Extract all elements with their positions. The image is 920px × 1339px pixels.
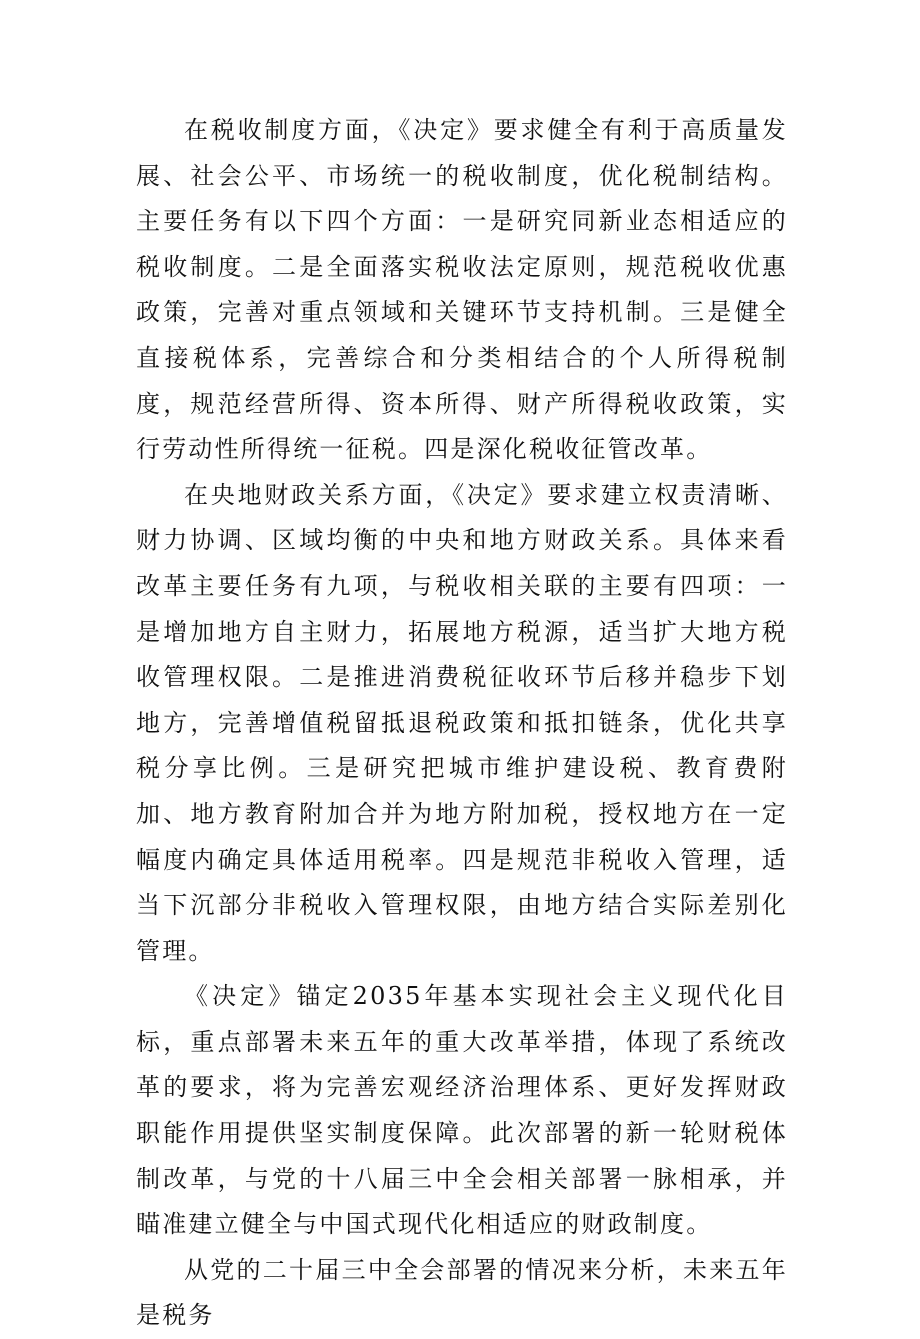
paragraph-analysis: 从党的二十届三中全会部署的情况来分析，未来五年是税务: [136, 1255, 788, 1330]
document-body: [136, 108, 788, 1339]
paragraph-tax-system: 在税收制度方面，《决定》要求健全有利于高质量发展、社会公平、市场统一的税收制度，优化税制结构。主要任务有以下四个方面：一是研究同新业态相适应的税收制度。二是全面落实税收法定原则，规范税收优惠政策，完善对重点领域和关键环节支持机制。三是健全直接税体系，完善综合和分类相结合的个人所得税制度，规范经营所得、资本所得、财产所得税收政策，实行劳动性所得统一征税。四是深化税收征管改革。: [136, 116, 788, 464]
paragraph-decision-2035: 《决定》锚定2035年基本实现社会主义现代化目标，重点部署未来五年的重大改革举措，体现了系统改革的要求，将为完善宏观经济治理体系、更好发挥财政职能作用提供坚实制度保障。此次部署的新一轮财税体制改革，与党的十八届三中全会相关部署一脉相承，并瞄准建立健全与中国式现代化相适应的财政制度。: [136, 982, 788, 1239]
paragraph-central-local-finance: 在央地财政关系方面，《决定》要求建立权责清晰、财力协调、区域均衡的中央和地方财政关系。具体来看改革主要任务有九项，与税收相关联的主要有四项：一是增加地方自主财力，拓展地方税源，适当扩大地方税收管理权限。二是推进消费税征收环节后移并稳步下划地方，完善增值税留抵退税政策和抵扣链条，优化共享税分享比例。三是研究把城市维护建设税、教育费附加、地方教育附加合并为地方附加税，授权地方在一定幅度内确定具体适用税率。四是规范非税收入管理，适当下沉部分非税收入管理权限，由地方结合实际差别化管理。: [136, 480, 788, 965]
